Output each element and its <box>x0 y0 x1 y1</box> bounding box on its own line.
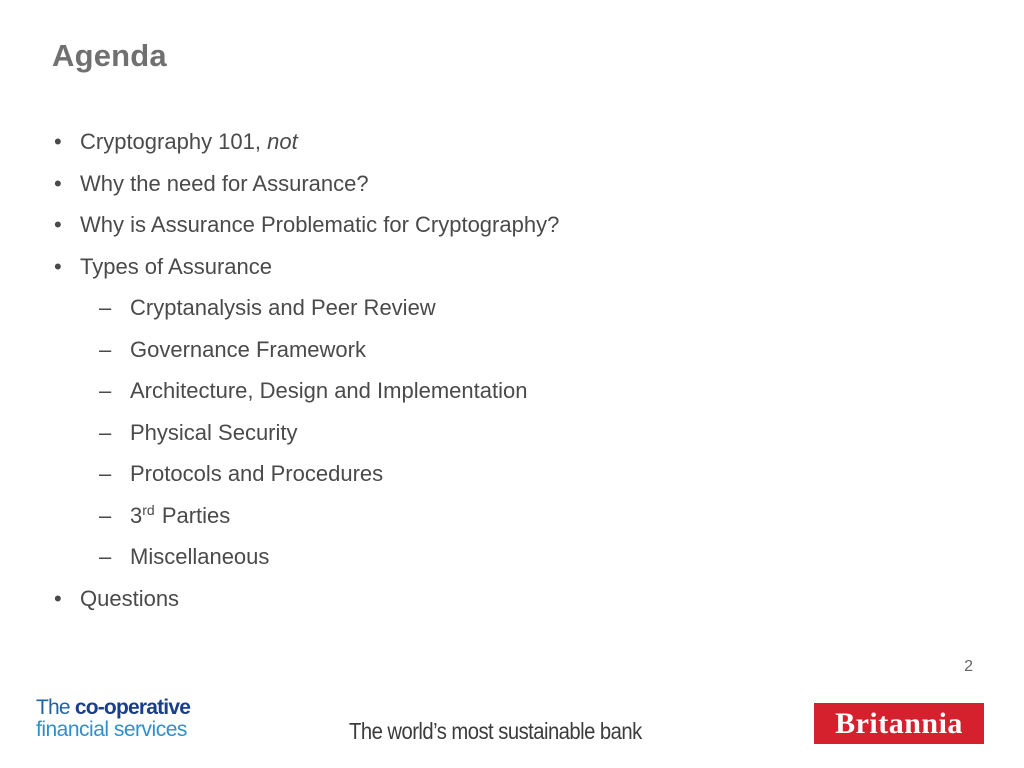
agenda-item-text: Types of Assurance <box>80 253 272 279</box>
coop-logo-line1 <box>36 697 190 719</box>
britannia-logo: Britannia <box>814 703 984 744</box>
slide-title: Agenda <box>52 38 167 73</box>
dash-marker: – <box>99 544 112 569</box>
dash-marker: – <box>99 502 112 528</box>
dash-marker: – <box>99 378 112 403</box>
agenda-item-text: Architecture, Design and Implementation <box>130 378 528 403</box>
agenda-subitem-physical-security <box>50 412 559 454</box>
bullet-marker: • <box>54 212 62 237</box>
bullet-marker: • <box>54 129 62 154</box>
bullet-marker: • <box>54 253 62 279</box>
agenda-subitem-governance <box>50 329 559 371</box>
agenda-item-text: Cryptanalysis and Peer Review <box>130 295 436 320</box>
agenda-item-why-assurance <box>50 163 559 205</box>
agenda-subitem-protocols <box>50 453 559 495</box>
footer-tagline: The world’s most sustainable bank <box>349 718 642 744</box>
agenda-item-text: Miscellaneous <box>130 544 270 569</box>
agenda-item-superscript: rd <box>142 501 155 518</box>
agenda-item-cryptography-101 <box>50 121 559 163</box>
bullet-marker: • <box>54 170 62 196</box>
agenda-item-text: Physical Security <box>130 419 298 445</box>
agenda-item-questions <box>50 578 559 620</box>
agenda-item-text: Why the need for Assurance? <box>80 170 369 196</box>
agenda-item-text: Governance Framework <box>130 336 366 362</box>
agenda-subitem-third-parties <box>50 495 559 537</box>
agenda-item-text: Protocols and Procedures <box>130 461 384 486</box>
agenda-subitem-cryptanalysis <box>50 287 559 329</box>
dash-marker: – <box>99 461 112 486</box>
dash-marker: – <box>99 419 112 445</box>
agenda-item-assurance-problematic <box>50 204 559 246</box>
page-number: 2 <box>964 658 973 675</box>
agenda-item-text: Cryptography 101, <box>80 129 268 154</box>
coop-financial-services-logo <box>36 697 190 741</box>
agenda-item-text: 3 <box>130 502 143 528</box>
dash-marker: – <box>99 336 112 362</box>
coop-logo-the: The <box>36 696 75 719</box>
agenda-item-text: Why is Assurance Problematic for Cryptography? <box>80 212 560 237</box>
coop-logo-line2: financial services <box>36 718 187 741</box>
agenda-item-text: Questions <box>80 585 180 611</box>
agenda-subitem-miscellaneous <box>50 536 559 578</box>
agenda-item-emphasis: not <box>267 129 298 154</box>
coop-logo-brand: co-operative <box>74 696 191 719</box>
agenda-subitem-architecture <box>50 370 559 412</box>
agenda-item-suffix: Parties <box>155 502 231 528</box>
agenda-item-types-of-assurance <box>50 246 559 288</box>
bullet-marker: • <box>54 585 62 611</box>
agenda-list <box>50 121 559 619</box>
dash-marker: – <box>99 295 112 320</box>
